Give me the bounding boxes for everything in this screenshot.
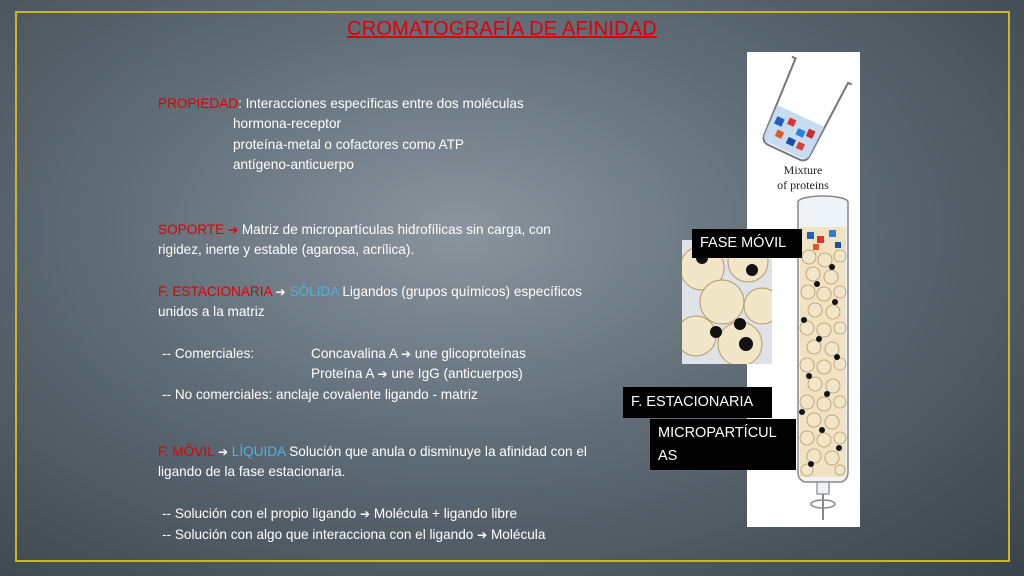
propiedad-item: antígeno-anticuerpo [233,157,354,172]
soporte-label: SOPORTE [158,222,225,237]
column-tube-icon [798,196,848,520]
propiedad-line [158,94,524,115]
propiedad-text: : Interacciones específicas entre dos moléculas [238,96,524,111]
microparticulas-label-line-1: MICROPARTÍCUL [658,425,777,441]
soporte-line-1 [158,220,551,241]
movil-option-result: Molécula + ligando libre [370,506,518,521]
comerciales-ligand: Concavalina A [311,346,398,361]
no-comerciales-line: -- No comerciales: anclaje covalente ligando - matriz [162,387,478,402]
movil-option-text: -- Solución con algo que interacciona con el ligando [162,527,474,542]
comerciales-target: une glicoproteínas [411,346,526,361]
movil-label: F. MÓVIL [158,444,215,459]
arrow-icon: ➔ [477,528,488,542]
fase-estacionaria-label: F. ESTACIONARIA [623,387,772,418]
propiedad-item: proteína-metal o cofactores como ATP [233,137,464,152]
movil-option-text: -- Solución con el propio ligando [162,506,357,521]
beaker-icon [754,57,852,166]
propiedad-label: PROPIEDAD [158,96,239,111]
arrow-icon: ➔ [275,285,286,299]
movil-option-result: Molécula [487,527,546,542]
estacionaria-label: F. ESTACIONARIA [158,284,272,299]
arrow-icon: ➔ [360,507,371,521]
movil-line-2: ligando de la fase estacionaria. [158,464,346,479]
estacionaria-line-2: unidos a la matriz [158,304,265,319]
microparticulas-label [650,419,796,470]
fase-movil-label: FASE MÓVIL [692,229,802,258]
soporte-text: Matriz de micropartículas hidrofílicas sin carga, con [238,222,551,237]
comerciales-target: une IgG (anticuerpos) [387,366,523,381]
arrow-icon: ➔ [228,223,239,237]
estacionaria-text: Ligandos (grupos químicos) específicos [338,284,582,299]
estacionaria-line-1 [158,282,582,303]
propiedad-item: hormona-receptor [233,116,342,131]
microparticulas-label-line-2: AS [658,448,678,464]
comerciales-item-1 [311,344,526,365]
beaker-caption-2: of proteins [777,178,829,192]
comerciales-ligand: Proteína A [311,366,374,381]
movil-option-1 [162,504,517,525]
soporte-line-2: rigidez, inerte y estable (agarosa, acrílica). [158,242,415,257]
comerciales-label: -- Comerciales: [162,346,255,361]
arrow-icon: ➔ [400,347,411,361]
magnified-inset [682,240,772,364]
arrow-icon: ➔ [217,445,228,459]
estacionaria-state: SÓLIDA [289,284,339,299]
slide-title: CROMATOGRAFÍA DE AFINIDAD [347,18,657,40]
arrow-icon: ➔ [377,367,388,381]
movil-state: LÍQUIDA [231,444,286,459]
beaker-caption-1: Mixture [783,163,823,177]
bead-closeup-icon [682,240,772,364]
movil-text: Solución que anula o disminuye la afinidad con el [285,444,587,459]
movil-line-1 [158,442,587,463]
movil-option-2 [162,525,545,546]
comerciales-item-2 [311,364,523,385]
